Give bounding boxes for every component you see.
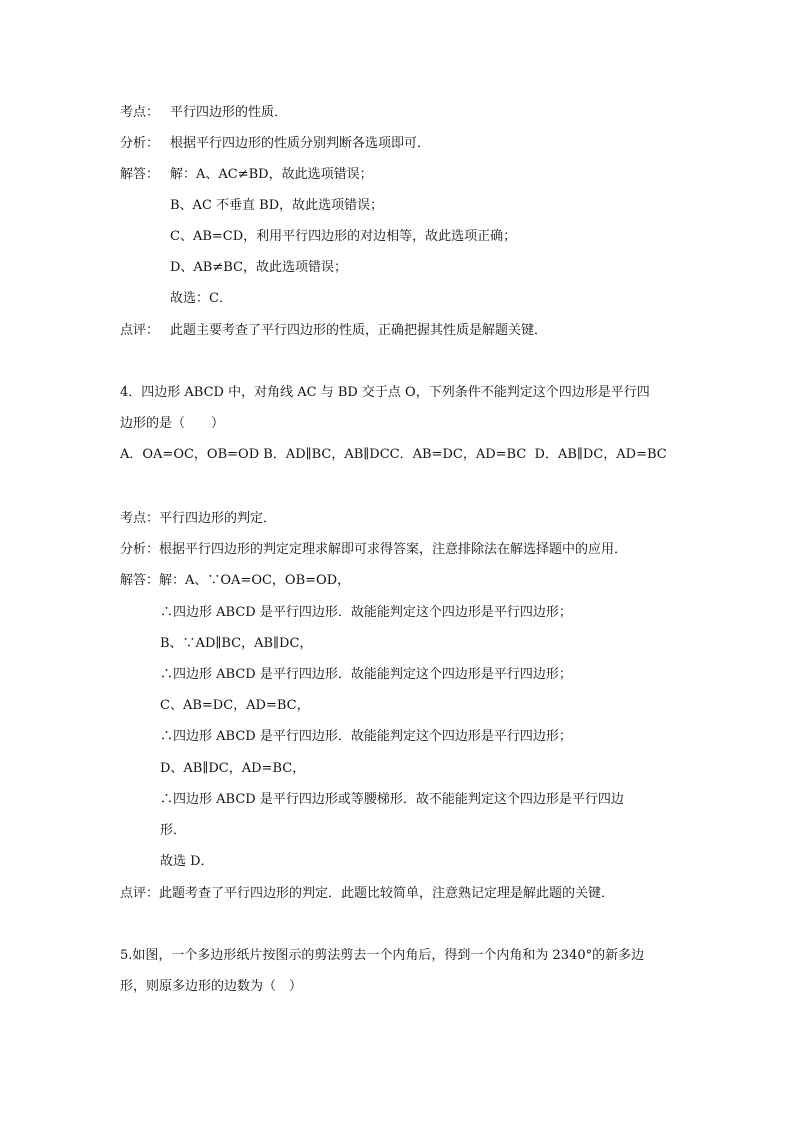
q4-kaodian: 考点：平行四边形的判定．: [120, 511, 277, 526]
q4-line3: ∴四边形 ABCD 是平行四边形．故能能判定这个四边形是平行四边形；: [160, 667, 572, 682]
q4-line2: B、∵AD∥BC，AB∥DC，: [160, 636, 313, 651]
fenxi-label: 分析：: [120, 136, 160, 151]
solution-line-d: D、AB≠BC，故此选项错误；: [170, 260, 347, 275]
q4-line6: D、AB∥DC，AD=BC，: [160, 761, 306, 776]
solution-line-a: 解：A、AC≠BD，故此选项错误；: [170, 167, 373, 182]
q5-stem-line2: 形，则原多边形的边数为（ ）: [120, 979, 303, 994]
q5-stem-line1: 5.如图，一个多边形纸片按图示的剪法剪去一个内角后，得到一个内角和为 2340°的新多边: [120, 948, 645, 963]
q4-line7: ∴四边形 ABCD 是平行四边形或等腰梯形．故不能能判定这个四边形是平行四边: [160, 792, 624, 807]
q4-jieda: 解答：解：A、∵OA=OC，OB=OD，: [120, 573, 351, 588]
dianping-text: 此题主要考查了平行四边形的性质，正确把握其性质是解题关键．: [170, 323, 548, 338]
solution-line-b: B、AC 不垂直 BD，故此选项错误；: [170, 198, 384, 213]
q4-line4: C、AB=DC，AD=BC，: [160, 698, 310, 713]
q4-fenxi: 分析：根据平行四边形的判定定理求解即可求得答案，注意排除法在解选择题中的应用．: [120, 542, 628, 557]
q4-stem-line2: 边形的是（ ）: [120, 416, 225, 431]
kaodian-text: 平行四边形的性质．: [170, 105, 288, 120]
fenxi-text: 根据平行四边形的性质分别判断各选项即可．: [170, 136, 431, 151]
jieda-label: 解答：: [120, 167, 160, 182]
q4-stem-line1: 4．四边形 ABCD 中，对角线 AC 与 BD 交于点 O，下列条件不能判定这个四边形是平行四: [120, 385, 650, 400]
solution-answer: 故选：C．: [170, 291, 232, 306]
q4-answer: 故选 D．: [160, 854, 214, 869]
kaodian-label: 考点：: [120, 105, 160, 120]
dianping-label: 点评：: [120, 323, 160, 338]
q4-line7-continued: 形．: [160, 823, 187, 838]
solution-line-c: C、AB=CD，利用平行四边形的对边相等，故此选项正确；: [170, 229, 517, 244]
q4-line5: ∴四边形 ABCD 是平行四边形．故能能判定这个四边形是平行四边形；: [160, 729, 572, 744]
q4-options: A．OA=OC，OB=OD B．AD∥BC，AB∥DCC．AB=DC，AD=BC D．AB∥DC，AD=BC: [120, 447, 667, 462]
q4-dianping: 点评：此题考查了平行四边形的判定．此题比较简单，注意熟记定理是解此题的关键．: [120, 886, 615, 901]
q4-line1: ∴四边形 ABCD 是平行四边形．故能能判定这个四边形是平行四边形；: [160, 605, 572, 620]
